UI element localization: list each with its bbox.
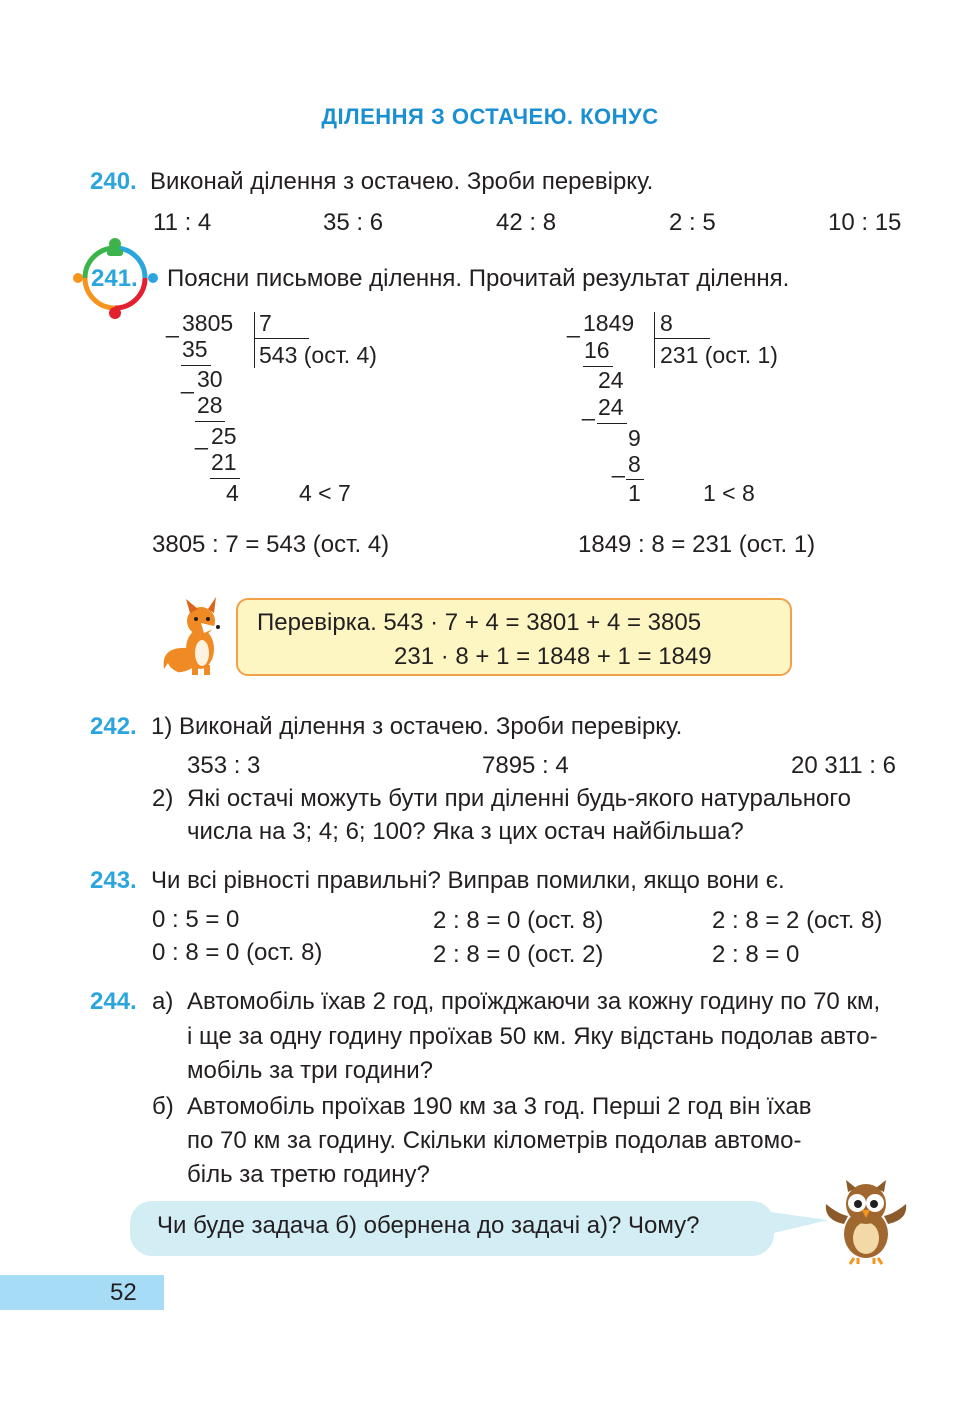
ex244-a-line-1: Автомобіль їхав 2 год, проїжджаючи за кожну годину по 70 км,	[187, 988, 881, 1015]
right-dividend: 1849	[583, 310, 635, 336]
ex243-r2-c1: 0 : 8 = 0 (ост. 8)	[152, 939, 323, 966]
right-step-3: 24	[598, 394, 624, 420]
right-result: 1849 : 8 = 231 (ост. 1)	[578, 531, 816, 558]
exercise-241-number: 241.	[91, 265, 138, 292]
ex240-item-4: 2 : 5	[669, 209, 716, 236]
check-line-1: Перевірка. 543 · 7 + 4 = 3801 + 4 = 3805	[257, 609, 702, 636]
ex240-item-1: 11 : 4	[153, 209, 212, 236]
ex240-item-5: 10 : 15	[828, 209, 902, 236]
exercise-243-number: 243.	[90, 867, 137, 894]
exercise-244-number: 244.	[90, 988, 137, 1015]
right-divisor: 8	[660, 310, 673, 336]
page-number: 52	[110, 1279, 137, 1306]
right-step-2: 24	[598, 367, 624, 393]
ex242-item-2: 7895 : 4	[482, 752, 569, 779]
ex240-item-2: 35 : 6	[323, 209, 384, 236]
ex244-b-line-1: Автомобіль проїхав 190 км за 3 год. Перші 2 год він їхав	[187, 1093, 812, 1120]
right-compare: 1 < 8	[703, 480, 755, 506]
exercise-242-number: 242.	[90, 713, 137, 740]
minus-sign: _	[612, 452, 625, 478]
ex242-part-2-marker: 2)	[152, 785, 174, 812]
page-number-bar	[0, 1275, 164, 1310]
right-step-1: 16	[584, 337, 610, 363]
minus-sign: _	[166, 312, 179, 338]
left-step-2: 30	[197, 366, 223, 392]
bubble-tail	[770, 1212, 830, 1236]
ex244-b-line-3: біль за третю годину?	[187, 1161, 430, 1188]
ex242-item-3: 20 311 : 6	[791, 752, 896, 779]
ex244-b-line-2: по 70 км за годину. Скільки кілометрів подолав автомо-	[187, 1127, 802, 1154]
bubble-text: Чи буде задача б) обернена до задачі а)? Чому?	[157, 1212, 700, 1239]
exercise-240-task: Виконай ділення з остачею. Зроби перевірку.	[150, 168, 654, 195]
ex243-r1-c2: 2 : 8 = 0 (ост. 8)	[433, 907, 604, 934]
check-line-2: 231 · 8 + 1 = 1848 + 1 = 1849	[394, 643, 712, 670]
ex244-b-marker: б)	[152, 1093, 174, 1120]
exercise-243-task: Чи всі рівності правильні? Виправ помилки, якщо вони є.	[151, 867, 785, 894]
exercise-240-number: 240.	[90, 168, 137, 195]
ex242-part-2-line-2: числа на 3; 4; 6; 100? Яка з цих остач найбільша?	[187, 818, 744, 845]
right-remainder: 1	[628, 480, 641, 506]
ex244-a-marker: а)	[152, 988, 174, 1015]
left-step-4: 25	[211, 423, 237, 449]
ex244-a-line-3: мобіль за три години?	[187, 1057, 433, 1084]
left-compare: 4 < 7	[299, 480, 351, 506]
left-quotient: 543 (ост. 4)	[259, 342, 377, 368]
minus-sign: _	[195, 424, 208, 450]
ex243-r2-c2: 2 : 8 = 0 (ост. 2)	[433, 941, 604, 968]
left-dividend: 3805	[182, 310, 234, 336]
ex244-a-line-2: і ще за одну годину проїхав 50 км. Яку відстань подолав авто-	[187, 1023, 878, 1050]
exercise-241-task: Поясни письмове ділення. Прочитай результат ділення.	[167, 265, 790, 292]
left-step-3: 28	[197, 392, 223, 418]
minus-sign: _	[582, 395, 595, 421]
ex242-item-1: 353 : 3	[187, 752, 261, 779]
minus-sign: _	[567, 312, 580, 338]
left-divisor: 7	[259, 310, 272, 336]
left-step-5: 21	[211, 449, 237, 475]
right-step-5: 8	[628, 451, 641, 477]
ex243-r2-c3: 2 : 8 = 0	[712, 941, 800, 968]
ex240-item-3: 42 : 8	[496, 209, 557, 236]
right-step-4: 9	[628, 425, 641, 451]
fox-icon	[156, 597, 220, 677]
ex242-part-2-line-1: Які остачі можуть бути при діленні будь-якого натурального	[187, 785, 851, 812]
page-title: ДІЛЕННЯ З ОСТАЧЕЮ. КОНУС	[321, 104, 659, 129]
left-step-1: 35	[182, 336, 208, 362]
minus-sign: _	[181, 368, 194, 394]
ex243-r1-c1: 0 : 5 = 0	[152, 906, 240, 933]
ex242-part-1: 1) Виконай ділення з остачею. Зроби перевірку.	[151, 713, 683, 740]
right-quotient: 231 (ост. 1)	[660, 342, 778, 368]
left-remainder: 4	[226, 480, 239, 506]
owl-icon	[822, 1180, 910, 1266]
ex243-r1-c3: 2 : 8 = 2 (ост. 8)	[712, 907, 883, 934]
left-result: 3805 : 7 = 543 (ост. 4)	[152, 531, 390, 558]
